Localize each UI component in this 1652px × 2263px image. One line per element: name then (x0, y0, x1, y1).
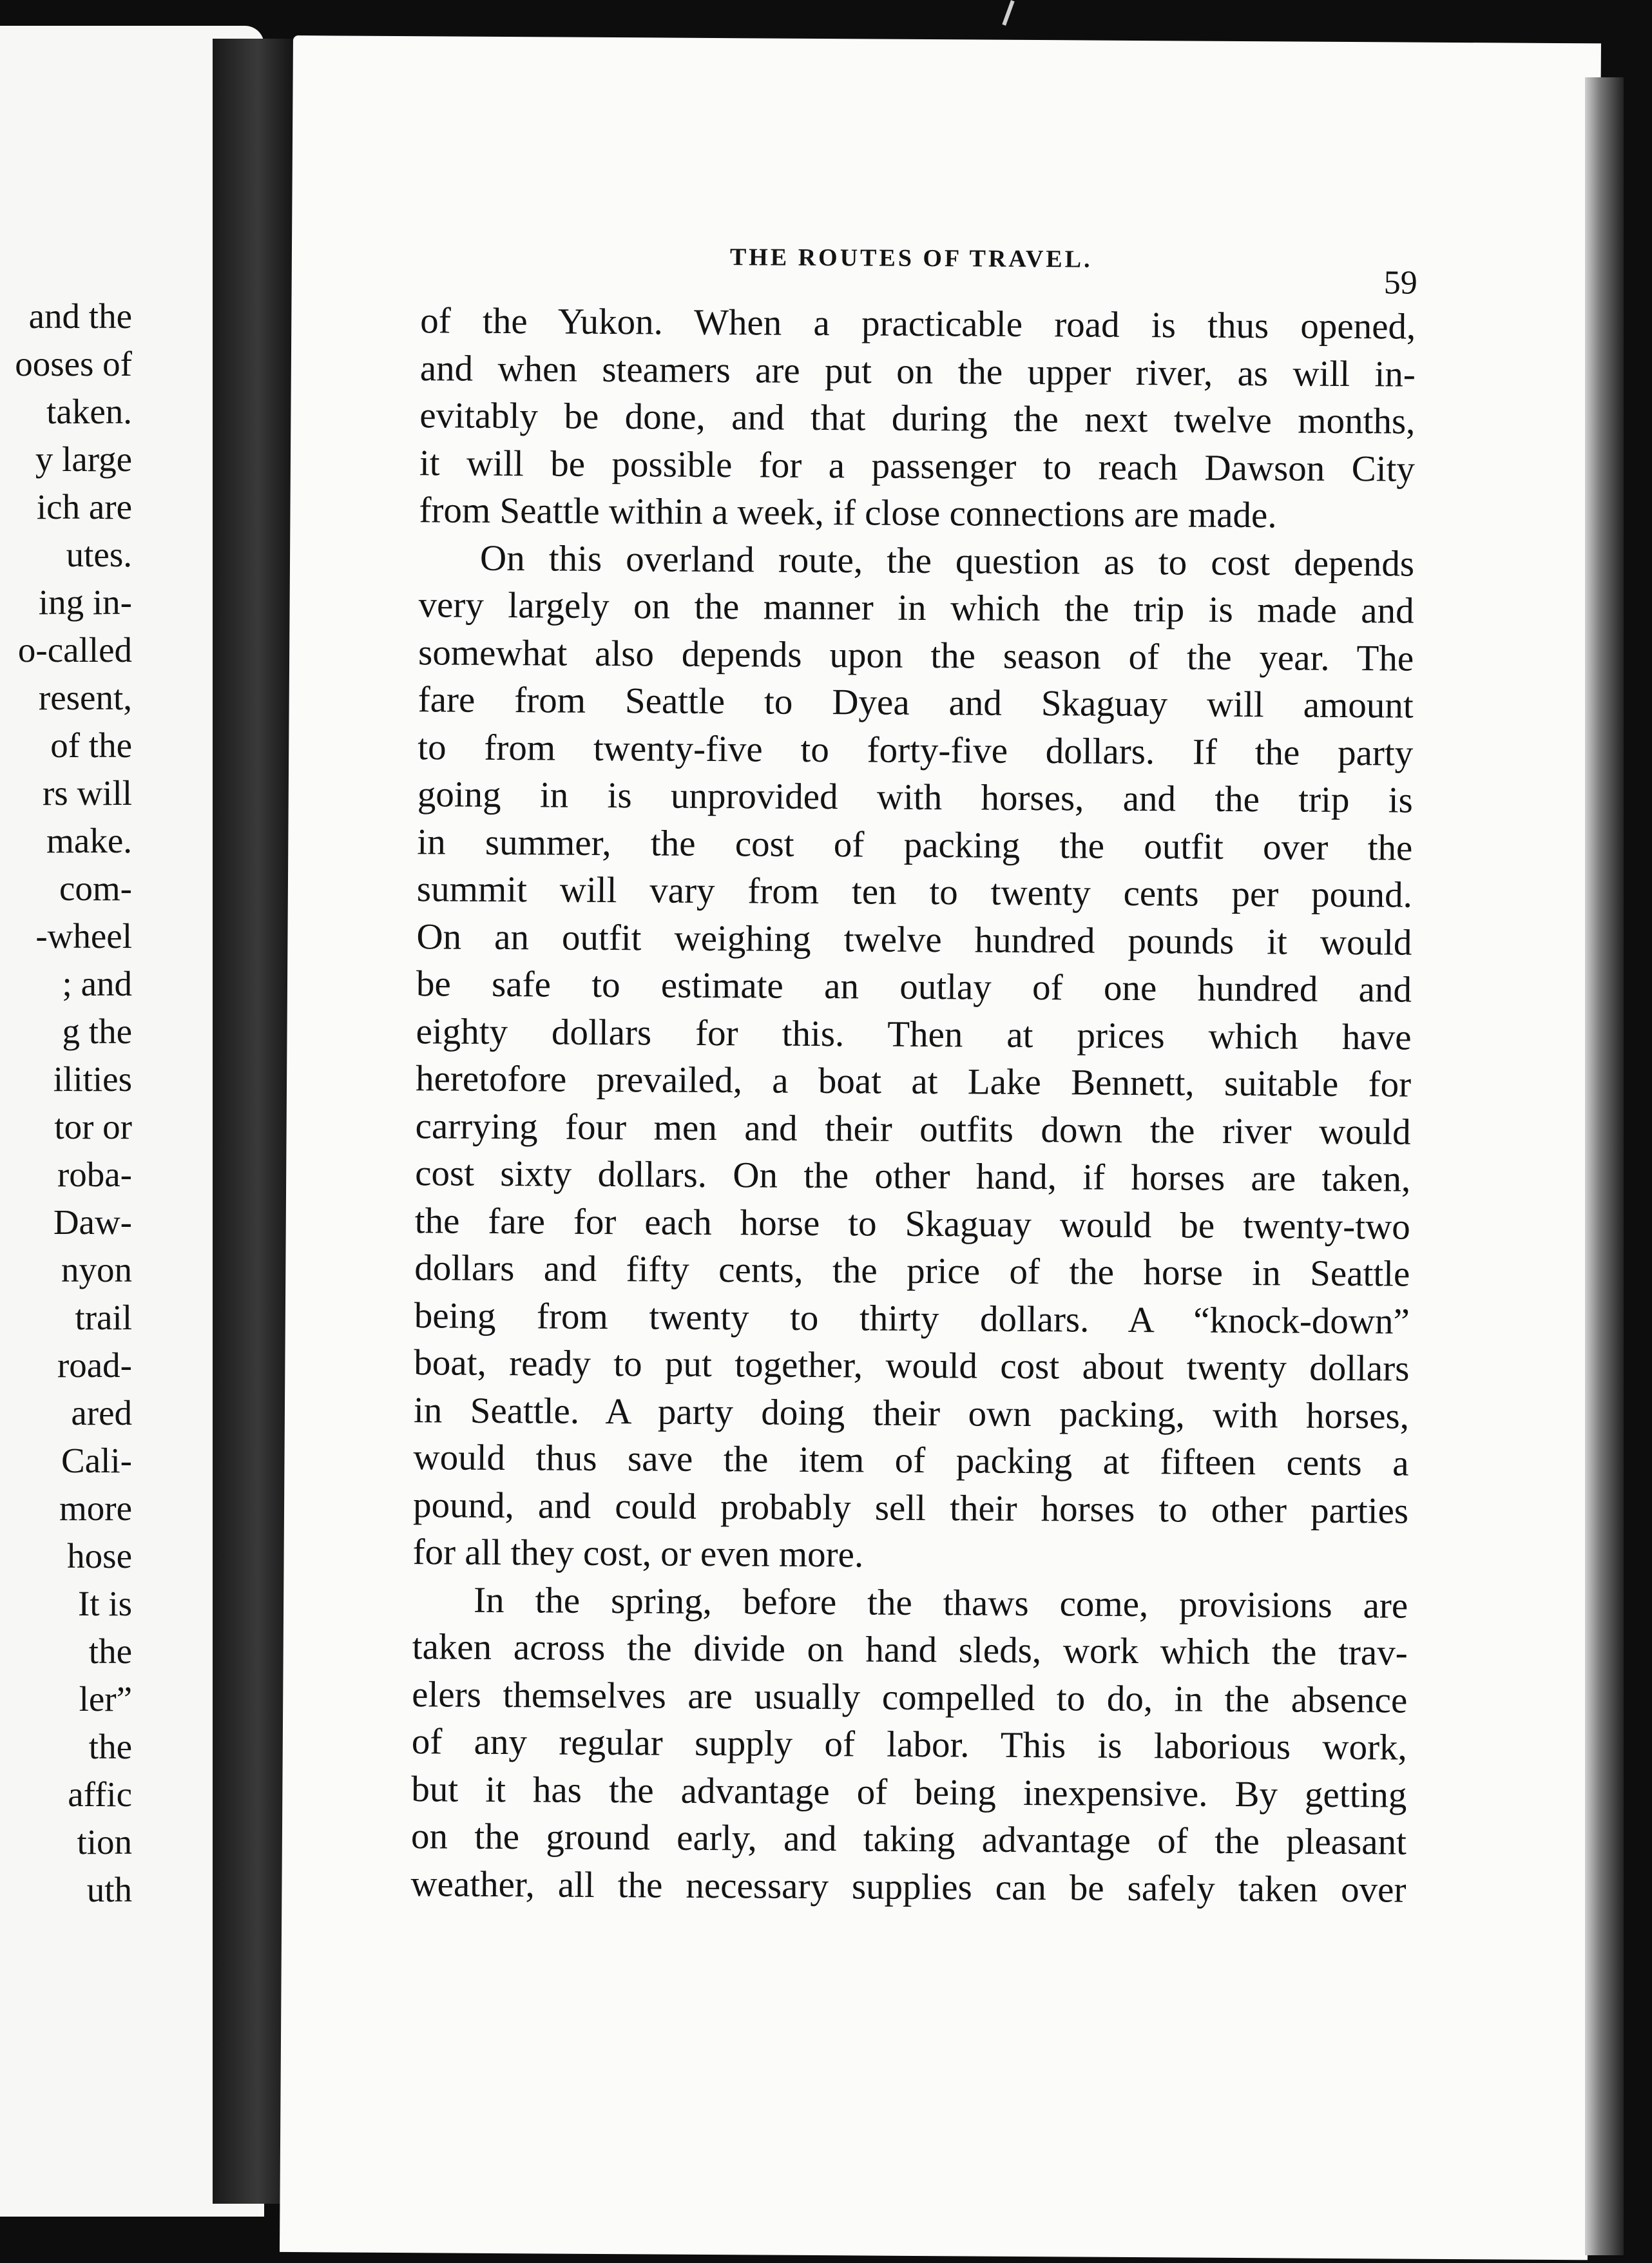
facing-page-line: of the (50, 726, 132, 765)
facing-page-line: Cali- (61, 1441, 132, 1480)
facing-page-line: utes. (66, 535, 132, 574)
text-line: of any regular supply of labor. This is laborious work, (411, 1721, 1407, 1768)
facing-page-line: ared (71, 1393, 132, 1432)
page-edge-shadow (1585, 77, 1624, 2255)
facing-page-line: ler” (79, 1679, 132, 1719)
text-line: in summer, the cost of packing the outfit over the (417, 821, 1413, 869)
text-line: from Seattle within a week, if close connections are made. (419, 490, 1277, 536)
text-line: in Seattle. A party doing their own packing, with horses, (413, 1389, 1410, 1437)
text-line: In the spring, before the thaws come, provisions are (473, 1579, 1408, 1626)
facing-page-line: ; and (62, 964, 132, 1003)
facing-page-line: com- (59, 869, 132, 908)
facing-page-line: ich are (36, 487, 132, 526)
facing-page-line: nyon (61, 1250, 132, 1289)
facing-page-line: more (59, 1488, 132, 1528)
facing-page-line: ing in- (38, 583, 132, 622)
facing-page-line: affic (68, 1775, 132, 1814)
facing-page-line: and the (28, 296, 132, 336)
paragraph (410, 1576, 1408, 1914)
text-line: and when steamers are put on the upper river, as will in- (419, 347, 1416, 395)
facing-page-line: o-called (17, 630, 132, 669)
text-line: the fare for each horse to Skaguay would be twenty-two (414, 1200, 1410, 1247)
text-line: On this overland route, the question as to cost depends (479, 537, 1415, 584)
text-line: very largely on the manner in which the trip is made and (418, 584, 1414, 631)
text-line: boat, ready to put together, would cost about twenty dollars (414, 1342, 1410, 1389)
paragraph (412, 534, 1414, 1582)
facing-page-line: -wheel (35, 916, 132, 956)
text-line: being from twenty to thirty dollars. A “knock-down” (414, 1295, 1410, 1342)
paragraph (419, 297, 1416, 540)
running-head: THE ROUTES OF TRAVEL. (729, 244, 1093, 273)
facing-page-line: resent, (38, 678, 132, 717)
text-line: on the ground early, and taking advantage of the pleasant (410, 1816, 1407, 1863)
facing-page-line: taken. (46, 392, 132, 431)
text-line: On an outfit weighing twelve hundred pounds it would (416, 916, 1412, 963)
facing-page-line: It is (77, 1584, 132, 1623)
facing-page-line: make. (46, 821, 132, 860)
text-line: it will be possible for a passenger to reach Dawson City (419, 442, 1416, 490)
text-line: going in is unprovided with horses, and the trip is (417, 774, 1413, 821)
text-line: but it has the advantage of being inexpensive. By getting (411, 1768, 1407, 1816)
facing-page-line: the (88, 1727, 132, 1766)
body-text (410, 297, 1416, 1913)
text-line: of the Yukon. When a practicable road is thus opened, (420, 300, 1416, 347)
facing-page-line: Daw- (53, 1202, 132, 1242)
text-line: dollars and fifty cents, the price of the horse in Seattle (414, 1247, 1410, 1295)
text-line: somewhat also depends upon the season of the year. The (418, 631, 1414, 679)
facing-page-line: tor or (54, 1107, 132, 1146)
facing-page-line: road- (57, 1345, 132, 1385)
scan-mark (1002, 0, 1014, 26)
facing-page-line: rs will (42, 773, 132, 813)
text-line: be safe to estimate an outlay of one hundred and (416, 963, 1412, 1010)
text-line: for all they cost, or even more. (412, 1532, 864, 1575)
text-line: heretofore prevailed, a boat at Lake Bennett, suitable for (415, 1058, 1412, 1105)
page-number: 59 (1383, 264, 1417, 302)
text-line: cost sixty dollars. On the other hand, if horses are taken, (415, 1153, 1411, 1200)
facing-page-line: y large (35, 439, 132, 479)
facing-page-line: trail (75, 1298, 132, 1337)
facing-page-line: ilities (53, 1059, 132, 1099)
book-page (280, 35, 1601, 2260)
text-line: fare from Seattle to Dyea and Skaguay will amount (418, 679, 1414, 726)
text-line: elers themselves are usually compelled to do, in the absence (412, 1673, 1408, 1721)
facing-page-line: ooses of (15, 344, 132, 383)
facing-page-line: roba- (57, 1155, 132, 1194)
text-line: eighty dollars for this. Then at prices which have (416, 1010, 1412, 1058)
text-line: carrying four men and their outfits down the river would (415, 1105, 1411, 1153)
text-line: evitably be done, and that during the next twelve months, (419, 395, 1416, 442)
facing-page-line: tion (77, 1822, 132, 1862)
facing-page-line: hose (67, 1536, 132, 1575)
text-line: to from twenty-five to forty-five dollars. If the party (418, 726, 1414, 774)
text-line: would thus save the item of packing at fifteen cents a (413, 1437, 1409, 1484)
text-line: taken across the divide on hand sleds, work which the trav- (412, 1626, 1408, 1673)
facing-page-line: g the (62, 1012, 132, 1051)
facing-page-line: the (88, 1632, 132, 1671)
text-line: summit will vary from ten to twenty cents per pound. (416, 869, 1413, 916)
text-line: weather, all the necessary supplies can be safely taken over (410, 1863, 1407, 1911)
facing-page-line: uth (86, 1870, 132, 1909)
text-line: pound, and could probably sell their horses to other parties (412, 1484, 1409, 1532)
